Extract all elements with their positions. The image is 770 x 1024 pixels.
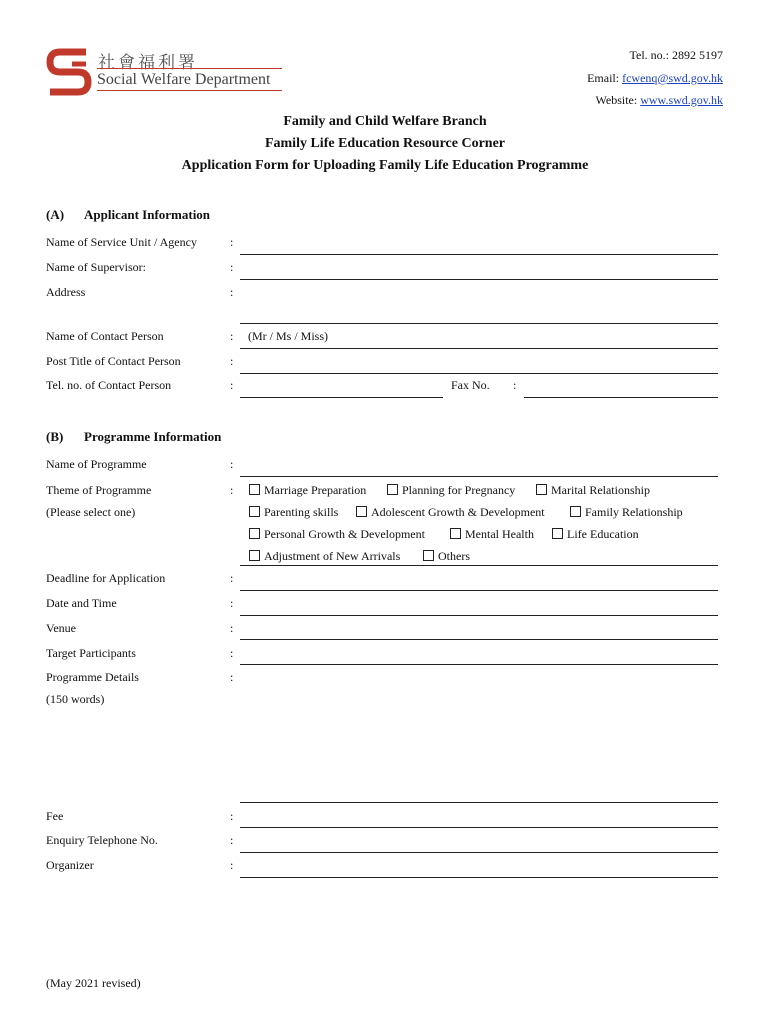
logo-underline (97, 90, 282, 91)
theme-option[interactable]: Family Relationship (570, 505, 683, 520)
label-service-unit: Name of Service Unit / Agency (46, 235, 197, 249)
colon: : (513, 378, 517, 392)
theme-underline (240, 565, 718, 566)
contact-email (587, 71, 723, 86)
programme-name-field[interactable] (240, 476, 718, 477)
label-contact-person: Name of Contact Person (46, 329, 164, 343)
details-field[interactable] (240, 802, 718, 803)
post-title-field[interactable] (240, 373, 718, 374)
service-unit-field[interactable] (240, 254, 718, 255)
theme-option[interactable]: Parenting skills (249, 505, 338, 520)
website-label: Website: (595, 93, 641, 107)
label-target: Target Participants (46, 646, 136, 660)
section-b-heading: Programme Information (84, 429, 222, 444)
checkbox-icon[interactable] (249, 528, 260, 539)
checkbox-icon[interactable] (570, 506, 581, 517)
checkbox-icon[interactable] (249, 506, 260, 517)
colon: : (230, 858, 234, 872)
title-branch: Family and Child Welfare Branch (283, 114, 487, 129)
colon: : (230, 235, 234, 249)
title-resource-corner: Family Life Education Resource Corner (264, 136, 506, 151)
label-address: Address (46, 285, 86, 299)
colon: : (230, 809, 234, 823)
colon: : (230, 354, 234, 368)
colon: : (230, 483, 234, 497)
label-fee: Fee (46, 809, 64, 823)
contact-tel: Tel. no.: 2892 5197 (629, 48, 723, 62)
theme-option[interactable]: Others (423, 549, 470, 564)
label-post-title: Post Title of Contact Person (46, 354, 181, 368)
org-name-english: Social Welfare Department (97, 71, 271, 88)
target-field[interactable] (240, 664, 718, 665)
address-field[interactable] (240, 323, 718, 324)
colon: : (230, 596, 234, 610)
colon: : (230, 260, 234, 274)
contact-tel-field[interactable] (240, 397, 443, 398)
checkbox-icon[interactable] (249, 484, 260, 495)
label-fax: Fax No. (451, 378, 490, 392)
theme-option[interactable]: Life Education (552, 527, 639, 542)
colon: : (230, 621, 234, 635)
theme-option[interactable]: Marital Relationship (536, 483, 650, 498)
checkbox-icon[interactable] (356, 506, 367, 517)
theme-option[interactable]: Personal Growth & Development (249, 527, 425, 542)
colon: : (230, 833, 234, 847)
checkbox-icon[interactable] (450, 528, 461, 539)
logo-divider (97, 68, 282, 69)
org-name-chinese: 社會福利署 (98, 53, 198, 72)
revision-note: (May 2021 revised) (46, 976, 141, 990)
theme-option[interactable]: Mental Health (450, 527, 534, 542)
checkbox-icon[interactable] (387, 484, 398, 495)
section-b-marker: (B) (46, 429, 64, 444)
fax-field[interactable] (524, 397, 718, 398)
website-link[interactable]: www.swd.gov.hk (640, 93, 723, 107)
label-enquiry: Enquiry Telephone No. (46, 833, 158, 847)
label-contact-tel: Tel. no. of Contact Person (46, 378, 172, 392)
theme-option[interactable]: Adjustment of New Arrivals (249, 549, 400, 564)
label-details: Programme Details (46, 670, 139, 684)
theme-option[interactable]: Marriage Preparation (249, 483, 366, 498)
label-deadline: Deadline for Application (46, 571, 166, 585)
theme-option[interactable]: Planning for Pregnancy (387, 483, 515, 498)
colon: : (230, 457, 234, 471)
checkbox-icon[interactable] (423, 550, 434, 561)
label-organizer: Organizer (46, 858, 94, 872)
colon: : (230, 329, 234, 343)
email-link[interactable]: fcwenq@swd.gov.hk (622, 71, 723, 85)
checkbox-icon[interactable] (536, 484, 547, 495)
label-venue: Venue (46, 621, 76, 635)
title-form: Application Form for Uploading Family Life Education Programme (181, 158, 589, 173)
colon: : (230, 571, 234, 585)
section-a-heading: Applicant Information (84, 207, 211, 222)
contact-person-field[interactable] (240, 348, 718, 349)
colon: : (230, 285, 234, 299)
colon: : (230, 670, 234, 684)
email-label: Email: (587, 71, 623, 85)
enquiry-field[interactable] (240, 852, 718, 853)
date-time-field[interactable] (240, 615, 718, 616)
checkbox-icon[interactable] (249, 550, 260, 561)
label-theme: Theme of Programme (46, 483, 152, 497)
checkbox-icon[interactable] (552, 528, 563, 539)
venue-field[interactable] (240, 639, 718, 640)
label-details-note: (150 words) (46, 692, 105, 706)
contact-prefix: (Mr / Ms / Miss) (248, 329, 329, 343)
label-programme-name: Name of Programme (46, 457, 147, 471)
fee-field[interactable] (240, 827, 718, 828)
colon: : (230, 378, 234, 392)
organizer-field[interactable] (240, 877, 718, 878)
colon: : (230, 646, 234, 660)
label-theme-note: (Please select one) (46, 505, 136, 519)
theme-option[interactable]: Adolescent Growth & Development (356, 505, 545, 520)
swd-logo-icon (46, 46, 92, 96)
deadline-field[interactable] (240, 590, 718, 591)
label-supervisor: Name of Supervisor: (46, 260, 146, 274)
supervisor-field[interactable] (240, 279, 718, 280)
contact-website (596, 93, 723, 108)
label-date-time: Date and Time (46, 596, 117, 610)
section-a-marker: (A) (46, 207, 65, 222)
